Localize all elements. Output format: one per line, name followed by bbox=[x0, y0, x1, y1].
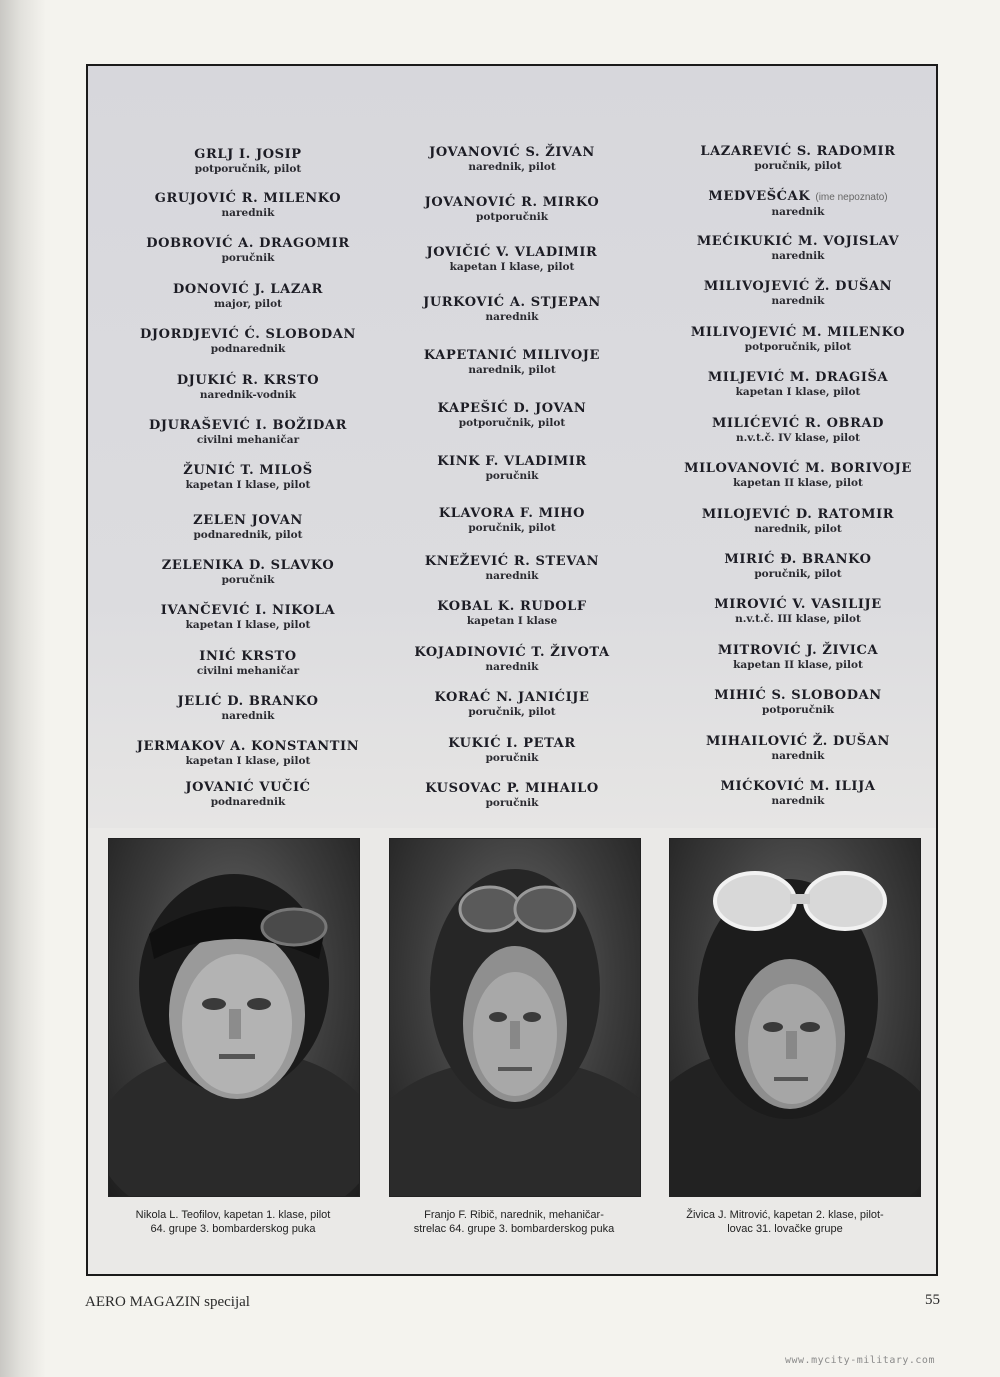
photo-caption-2 bbox=[389, 1208, 639, 1236]
person-rank: narednik bbox=[485, 311, 539, 323]
person-rank: narednik, pilot bbox=[468, 364, 556, 376]
list-item bbox=[658, 461, 938, 490]
list-item bbox=[658, 189, 938, 219]
page-spine-shadow bbox=[0, 0, 46, 1377]
person-name: MEĆIKUKIĆ M. VOJISLAV bbox=[696, 234, 900, 249]
person-rank: potporučnik, pilot bbox=[744, 341, 852, 353]
person-rank: kapetan I klase, pilot bbox=[185, 619, 311, 631]
person-name: MEDVEŠĆAK (ime nepoznato) bbox=[708, 189, 888, 204]
person-name: MIĆKOVIĆ M. ILIJA bbox=[720, 779, 876, 794]
person-name: JELIĆ D. BRANKO bbox=[177, 694, 319, 709]
person-name: LAZAREVIĆ S. RADOMIR bbox=[700, 144, 896, 159]
person-rank: potporučnik, pilot bbox=[194, 163, 302, 175]
list-item bbox=[108, 282, 388, 311]
person-rank: narednik bbox=[771, 206, 825, 218]
person-name: DJURAŠEVIĆ I. BOŽIDAR bbox=[148, 418, 347, 433]
person-name: KAPEŠIĆ D. JOVAN bbox=[437, 401, 587, 416]
person-name: JOVANIĆ VUČIĆ bbox=[185, 780, 311, 795]
person-name: MILIVOJEVIĆ M. MILENKO bbox=[690, 325, 906, 340]
person-rank: kapetan I klase, pilot bbox=[185, 479, 311, 491]
caption-line: Franjo F. Ribič, narednik, mehaničar- bbox=[424, 1209, 604, 1221]
person-name: KOJADINOVIĆ T. ŽIVOTA bbox=[414, 645, 610, 660]
person-rank: potporučnik bbox=[476, 211, 548, 223]
person-name: KAPETANIĆ MILIVOJE bbox=[423, 348, 601, 363]
person-rank: poručnik bbox=[485, 797, 539, 809]
person-rank: narednik bbox=[485, 570, 539, 582]
caption-line: 64. grupe 3. bombarderskog puka bbox=[150, 1223, 316, 1235]
list-item bbox=[658, 688, 938, 717]
person-name: JOVIČIĆ V. VLADIMIR bbox=[426, 245, 598, 260]
person-name: KNEŽEVIĆ R. STEVAN bbox=[424, 554, 600, 569]
person-name: MILJEVIĆ M. DRAGIŠA bbox=[707, 370, 889, 385]
list-item bbox=[108, 780, 388, 809]
list-item bbox=[658, 416, 938, 445]
list-item bbox=[658, 325, 938, 354]
person-name: JOVANOVIĆ R. MIRKO bbox=[424, 195, 600, 210]
person-name: KORAĆ N. JANIĆIJE bbox=[434, 690, 590, 705]
list-item bbox=[658, 144, 938, 173]
list-item bbox=[372, 195, 652, 224]
person-rank: kapetan II klase, pilot bbox=[733, 659, 863, 671]
person-rank: narednik, pilot bbox=[468, 161, 556, 173]
person-rank: narednik bbox=[221, 710, 275, 722]
person-name: JURKOVIĆ A. STJEPAN bbox=[423, 295, 601, 310]
list-item bbox=[372, 401, 652, 430]
list-item bbox=[372, 554, 652, 583]
person-rank: potporučnik bbox=[762, 704, 834, 716]
person-name: DJUKIĆ R. KRSTO bbox=[176, 373, 320, 388]
person-rank: narednik, pilot bbox=[754, 523, 842, 535]
person-name: ŽUNIĆ T. MILOŠ bbox=[183, 463, 313, 478]
person-rank: podnarednik bbox=[210, 343, 286, 355]
person-name: KOBAL K. RUDOLF bbox=[437, 599, 587, 614]
person-name: DJORDJEVIĆ Ć. SLOBODAN bbox=[140, 327, 356, 342]
person-name: DOBROVIĆ A. DRAGOMIR bbox=[146, 236, 350, 251]
person-name: MIHAILOVIĆ Ž. DUŠAN bbox=[706, 734, 890, 749]
caption-line: strelac 64. grupe 3. bombarderskog puka bbox=[413, 1223, 615, 1235]
list-item bbox=[658, 597, 938, 626]
list-item bbox=[372, 348, 652, 377]
person-name: GRLJ I. JOSIP bbox=[194, 147, 302, 162]
list-item bbox=[658, 234, 938, 263]
magazine-title: AERO MAGAZIN specijal bbox=[85, 1294, 250, 1310]
person-name: KLAVORA F. MIHO bbox=[438, 506, 586, 521]
person-rank: poručnik bbox=[485, 470, 539, 482]
person-rank: narednik-vodnik bbox=[199, 389, 297, 401]
list-item bbox=[372, 599, 652, 628]
person-name: KINK F. VLADIMIR bbox=[437, 454, 587, 469]
person-rank: narednik bbox=[771, 295, 825, 307]
list-item bbox=[108, 739, 388, 768]
list-item bbox=[108, 513, 388, 542]
caption-line: Nikola L. Teofilov, kapetan 1. klase, pilot bbox=[135, 1209, 331, 1221]
list-item bbox=[108, 191, 388, 220]
caption-line: Živica J. Mitrović, kapetan 2. klase, pilot- bbox=[686, 1209, 884, 1221]
person-rank: narednik bbox=[771, 795, 825, 807]
person-name: ZELEN JOVAN bbox=[193, 513, 303, 528]
person-rank: narednik bbox=[485, 661, 539, 673]
person-rank: kapetan I klase, pilot bbox=[185, 755, 311, 767]
list-item bbox=[108, 418, 388, 447]
photo-caption-3 bbox=[660, 1208, 910, 1236]
person-name: KUSOVAC P. MIHAILO bbox=[425, 781, 599, 796]
list-item bbox=[658, 507, 938, 536]
person-name: ZELENIKA D. SLAVKO bbox=[161, 558, 335, 573]
person-rank: kapetan II klase, pilot bbox=[733, 477, 863, 489]
person-rank: narednik bbox=[221, 207, 275, 219]
list-item bbox=[108, 603, 388, 632]
list-item bbox=[372, 736, 652, 765]
person-name: INIĆ KRSTO bbox=[199, 649, 297, 664]
portrait-photo-3 bbox=[669, 838, 921, 1197]
person-name: MITROVIĆ J. ŽIVICA bbox=[717, 643, 879, 658]
person-rank: n.v.t.č. III klase, pilot bbox=[735, 613, 861, 625]
person-name: GRUJOVIĆ R. MILENKO bbox=[154, 191, 342, 206]
person-rank: poručnik, pilot bbox=[468, 706, 556, 718]
list-item bbox=[108, 463, 388, 492]
person-rank: kapetan I klase bbox=[466, 615, 558, 627]
list-item bbox=[658, 370, 938, 399]
person-rank: poručnik, pilot bbox=[468, 522, 556, 534]
list-item bbox=[108, 649, 388, 678]
person-rank: narednik bbox=[771, 750, 825, 762]
photo-caption-1 bbox=[108, 1208, 358, 1236]
watermark: www.mycity-military.com bbox=[785, 1355, 935, 1366]
person-rank: poručnik bbox=[221, 574, 275, 586]
person-rank: narednik bbox=[771, 250, 825, 262]
list-item bbox=[658, 734, 938, 763]
person-name: MILIĆEVIĆ R. OBRAD bbox=[711, 416, 885, 431]
list-item bbox=[372, 454, 652, 483]
portrait-photo-1 bbox=[108, 838, 360, 1197]
caption-line: lovac 31. lovačke grupe bbox=[727, 1223, 843, 1235]
person-rank: kapetan I klase, pilot bbox=[735, 386, 861, 398]
list-item bbox=[108, 327, 388, 356]
list-item bbox=[658, 279, 938, 308]
person-name: MIHIĆ S. SLOBODAN bbox=[714, 688, 882, 703]
person-rank: civilni mehaničar bbox=[196, 434, 300, 446]
list-item bbox=[108, 558, 388, 587]
person-rank: n.v.t.č. IV klase, pilot bbox=[735, 432, 861, 444]
person-name: MIROVIĆ V. VASILIJE bbox=[714, 597, 882, 612]
list-item bbox=[372, 145, 652, 174]
list-item bbox=[658, 552, 938, 581]
person-rank: poručnik, pilot bbox=[754, 160, 842, 172]
person-rank: kapetan I klase, pilot bbox=[449, 261, 575, 273]
page-number: 55 bbox=[925, 1292, 940, 1308]
list-item bbox=[372, 295, 652, 324]
person-name: MIRIĆ Đ. BRANKO bbox=[724, 552, 872, 567]
person-name: MILOVANOVIĆ M. BORIVOJE bbox=[684, 461, 912, 476]
name-note: (ime nepoznato) bbox=[815, 192, 888, 203]
person-name: JERMAKOV A. KONSTANTIN bbox=[136, 739, 360, 754]
list-item bbox=[372, 245, 652, 274]
list-item bbox=[372, 645, 652, 674]
person-rank: poručnik bbox=[485, 752, 539, 764]
person-rank: podnarednik bbox=[210, 796, 286, 808]
person-rank: poručnik bbox=[221, 252, 275, 264]
list-item bbox=[658, 643, 938, 672]
person-rank: podnarednik, pilot bbox=[193, 529, 303, 541]
list-item bbox=[658, 779, 938, 808]
list-item bbox=[108, 147, 388, 176]
person-name: JOVANOVIĆ S. ŽIVAN bbox=[429, 145, 595, 160]
person-rank: civilni mehaničar bbox=[196, 665, 300, 677]
person-name: IVANČEVIĆ I. NIKOLA bbox=[160, 603, 336, 618]
person-rank: poručnik, pilot bbox=[754, 568, 842, 580]
portrait-photo-2 bbox=[389, 838, 641, 1197]
list-item bbox=[372, 690, 652, 719]
list-item bbox=[108, 236, 388, 265]
person-rank: potporučnik, pilot bbox=[458, 417, 566, 429]
list-item bbox=[108, 694, 388, 723]
person-name: DONOVIĆ J. LAZAR bbox=[172, 282, 324, 297]
person-name: MILIVOJEVIĆ Ž. DUŠAN bbox=[703, 279, 893, 294]
list-item bbox=[372, 506, 652, 535]
person-name: KUKIĆ I. PETAR bbox=[448, 736, 576, 751]
person-rank: major, pilot bbox=[214, 298, 282, 310]
person-name: MILOJEVIĆ D. RATOMIR bbox=[701, 507, 895, 522]
list-item bbox=[372, 781, 652, 810]
list-item bbox=[108, 373, 388, 402]
